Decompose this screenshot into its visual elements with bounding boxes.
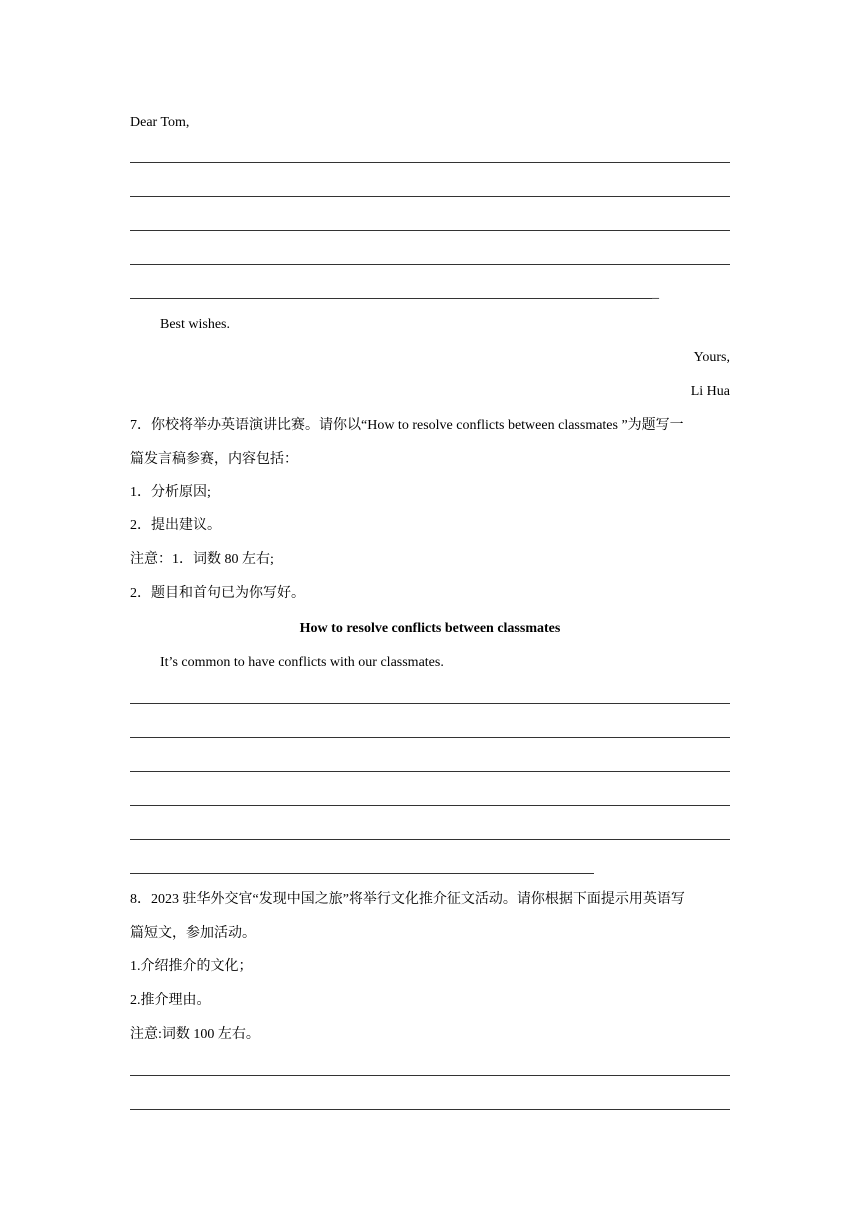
answer-line xyxy=(130,230,730,231)
letter-signature: Li Hua xyxy=(690,384,730,399)
q7-essay-title: How to resolve conflicts between classmates xyxy=(299,621,561,636)
answer-line xyxy=(130,771,730,772)
answer-line xyxy=(130,196,730,197)
answer-line xyxy=(130,703,730,704)
q8-note: 注意:词数 100 左右。 xyxy=(130,1027,260,1042)
q7-note2: 2．题目和首句已为你写好。 xyxy=(130,586,305,601)
answer-line xyxy=(130,298,652,299)
answer-line xyxy=(130,162,730,163)
letter-greeting: Dear Tom, xyxy=(130,115,190,130)
answer-line xyxy=(130,264,730,265)
q7-prompt-line2: 篇发言稿参赛，内容包括： xyxy=(130,452,298,467)
answer-line xyxy=(130,1109,730,1110)
answer-line xyxy=(130,1075,730,1076)
q7-first-sentence: It’s common to have conflicts with our classmates. xyxy=(160,655,444,670)
q7-prompt-line1: 7．你校将举办英语演讲比赛。请你以“How to resolve conflicts between classmates ”为题写一 xyxy=(130,418,684,433)
answer-line xyxy=(130,873,594,874)
q7-point1: 1．分析原因; xyxy=(130,485,211,500)
q8-point1: 1.介绍推介的文化； xyxy=(130,959,253,974)
answer-line xyxy=(130,805,730,806)
q7-note1: 注意：1．词数 80 左右; xyxy=(130,552,274,567)
letter-closing: Best wishes. xyxy=(160,317,230,332)
q8-prompt-line2: 篇短文，参加活动。 xyxy=(130,926,256,941)
letter-sign-off: Yours, xyxy=(693,350,730,365)
q8-point2: 2.推介理由。 xyxy=(130,993,211,1008)
q7-point2: 2．提出建议。 xyxy=(130,518,221,533)
q8-prompt-line1: 8．2023 驻华外交官“发现中国之旅”将举行文化推介征文活动。请你根据下面提示用英语写 xyxy=(130,892,685,907)
answer-line xyxy=(130,737,730,738)
answer-line xyxy=(130,839,730,840)
trailing-mark: _ xyxy=(652,286,659,301)
